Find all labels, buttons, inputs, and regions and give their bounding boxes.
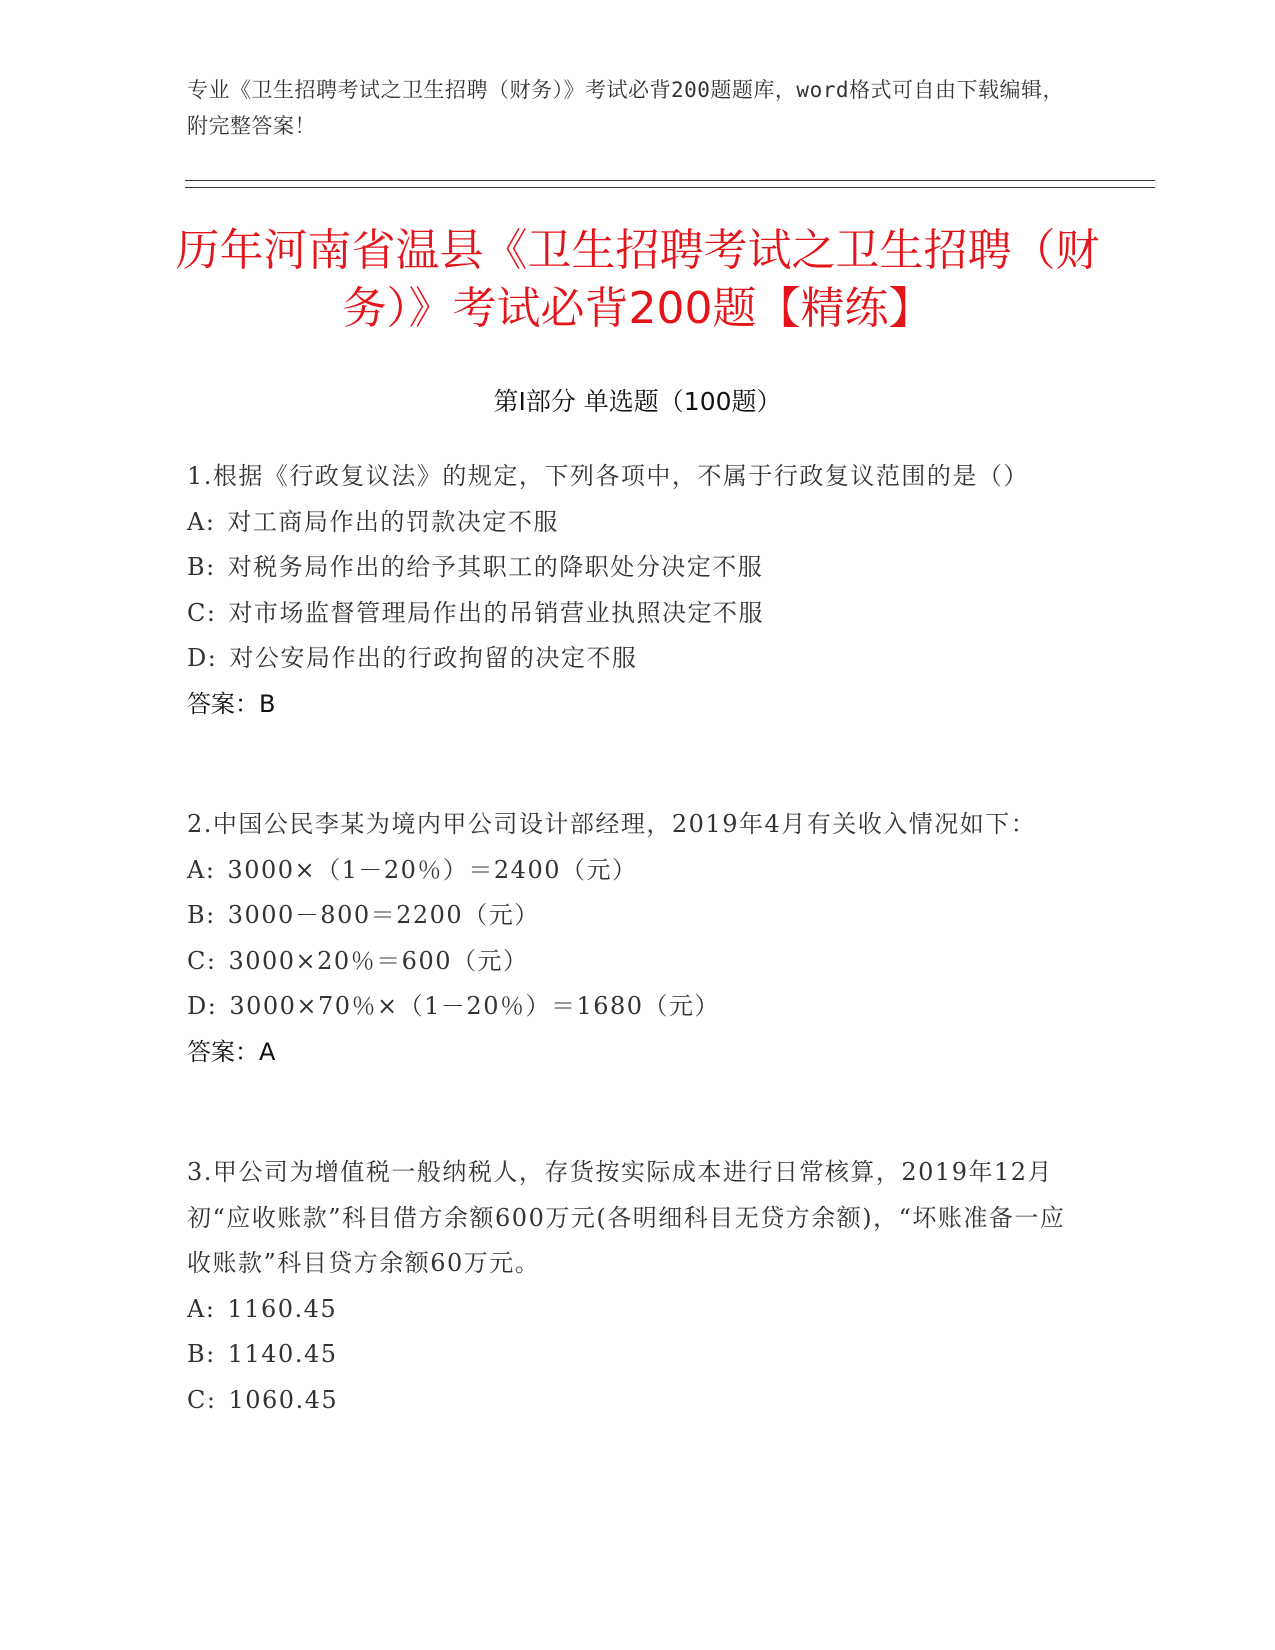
- option-text: 对税务局作出的给予其职工的降职处分决定不服: [227, 553, 764, 581]
- question-1: [187, 454, 1067, 727]
- option-text: 3000×20％＝600（元）: [228, 946, 529, 975]
- option-text: 1160.45: [227, 1294, 338, 1323]
- option-label: C:: [187, 946, 217, 975]
- header-divider-top: [185, 180, 1155, 181]
- document-title: 历年河南省温县《卫生招聘考试之卫生招聘（财务）》考试必背200题【精练】: [175, 225, 1100, 334]
- header-divider-bottom: [185, 187, 1155, 188]
- option-label: A:: [187, 1294, 216, 1323]
- question-2: [187, 802, 1067, 1075]
- question-text: 1.根据《行政复议法》的规定，下列各项中，不属于行政复议范围的是（）: [187, 462, 1029, 490]
- option-label: A:: [187, 855, 216, 884]
- option-b: [187, 545, 1067, 591]
- option-text: 3000×（1－20％）＝2400（元）: [227, 855, 638, 884]
- answer: 答案：A: [187, 1037, 276, 1066]
- option-a: [187, 1287, 1067, 1333]
- answer: 答案：B: [187, 689, 276, 718]
- option-label: B:: [187, 553, 216, 581]
- option-c: [187, 1378, 1067, 1424]
- header-note: 专业《卫生招聘考试之卫生招聘（财务）》考试必背200题题库，word格式可自由下载编辑，附完整答案！: [187, 78, 1064, 138]
- option-label: B:: [187, 1340, 216, 1368]
- option-a: [187, 848, 1067, 894]
- option-text: 对市场监督管理局作出的吊销营业执照决定不服: [228, 598, 764, 627]
- option-d: [187, 984, 1067, 1030]
- option-c: [187, 939, 1067, 985]
- option-text: 3000－800＝2200（元）: [227, 901, 540, 929]
- option-label: C:: [187, 1385, 217, 1414]
- option-label: C:: [187, 598, 217, 627]
- option-b: [187, 893, 1067, 939]
- section-title: 第I部分 单选题（100题）: [493, 387, 782, 416]
- option-text: 1060.45: [228, 1385, 339, 1414]
- option-c: [187, 591, 1067, 637]
- option-label: B:: [187, 901, 216, 929]
- option-text: 3000×70％×（1－20％）＝1680（元）: [229, 992, 721, 1020]
- question-3: [187, 1150, 1067, 1423]
- option-text: 对工商局作出的罚款决定不服: [227, 507, 559, 536]
- option-a: [187, 500, 1067, 546]
- option-text: 1140.45: [227, 1340, 338, 1368]
- option-b: [187, 1332, 1067, 1378]
- option-label: D:: [187, 644, 218, 672]
- option-d: [187, 636, 1067, 682]
- question-text: 2.中国公民李某为境内甲公司设计部经理，2019年4月有关收入情况如下：: [187, 810, 1037, 838]
- option-label: A:: [187, 507, 216, 536]
- question-text: 3.甲公司为增值税一般纳税人，存货按实际成本进行日常核算，2019年12月初“应收账款”科目借方余额600万元(各明细科目无贷方余额)，“坏账准备一应收账款”科目贷方余额60万元。: [187, 1158, 1066, 1277]
- option-text: 对公安局作出的行政拘留的决定不服: [229, 644, 638, 672]
- option-label: D:: [187, 992, 218, 1020]
